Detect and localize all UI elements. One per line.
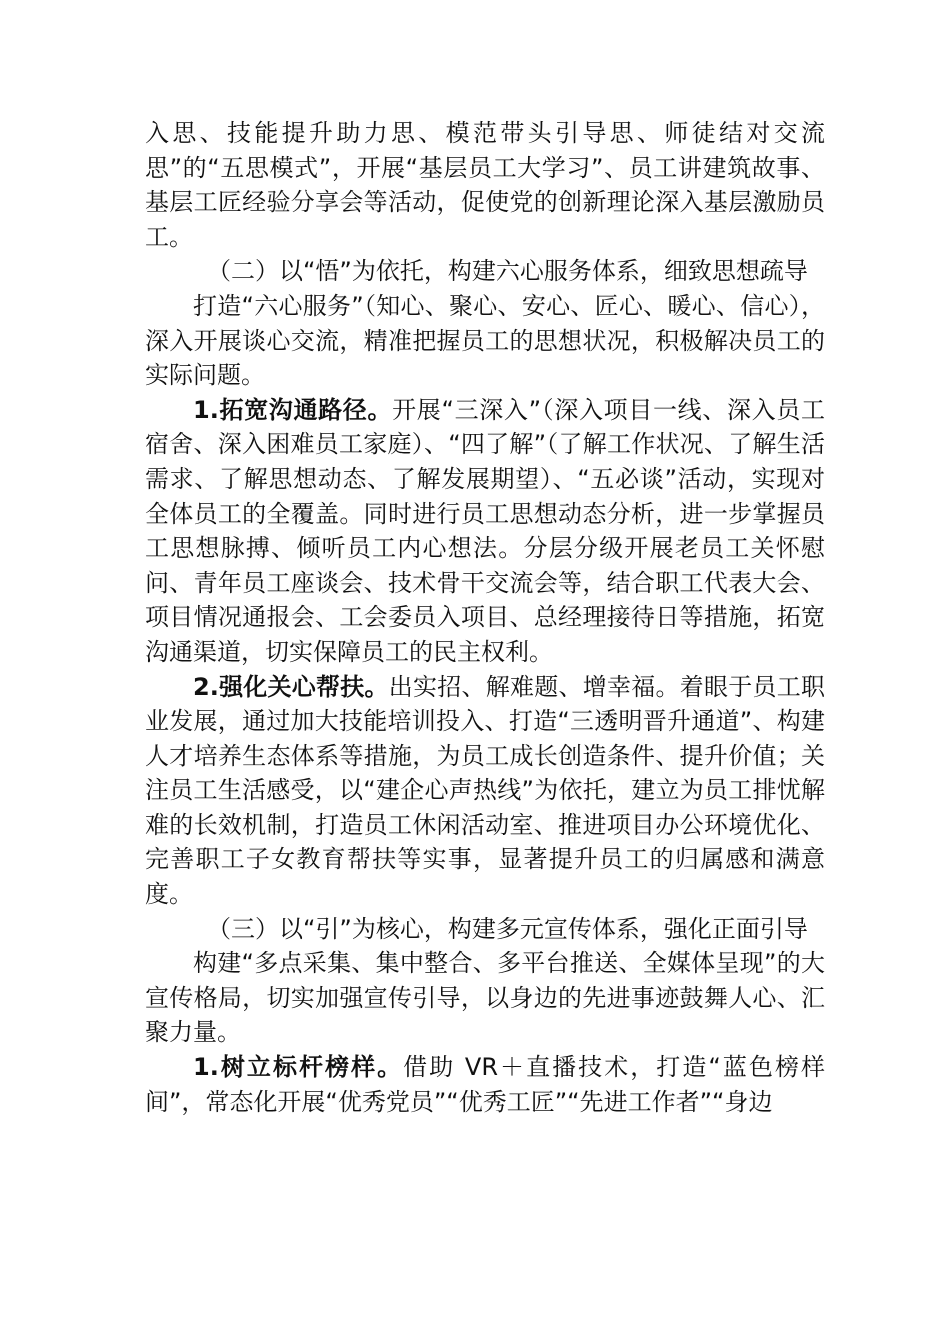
subheading-care: 2.强化关心帮扶。 — [193, 672, 389, 701]
paragraph-care-body: 出实招、解难题、增幸福。着眼于员工职业发展，通过加大技能培训投入、打造“三透明晋升通道”、构建人才培养生态体系等措施，为员工成长创造条件、提升价值；关注员工生活感受，以“建企心声热线”为依托，建立为员工排忧解难的长效机制，打造员工休闲活动室、推进项目办公环境优化、完善职工子女教育帮扶等实事，显著提升员工的归属感和满意度。 — [145, 672, 825, 909]
paragraph-publicity: 构建“多点采集、集中整合、多平台推送、全媒体呈现”的大宣传格局，切实加强宣传引导，以身边的先进事迹鼓舞人心、汇聚力量。 — [145, 949, 825, 1047]
subheading-communication: 1.拓宽沟通路径。 — [193, 395, 393, 424]
section-heading-three: （三）以“引”为核心，构建多元宣传体系，强化正面引导 — [207, 914, 808, 943]
subheading-role-model: 1.树立标杆榜样。 — [193, 1053, 404, 1082]
paragraph-communication — [145, 393, 825, 670]
paragraph-role-model — [145, 1050, 825, 1119]
paragraph-continuation: 入思、技能提升助力思、模范带头引导思、师徒结对交流思”的“五思模式”，开展“基层员工大学习”、员工讲建筑故事、基层工匠经验分享会等活动，促使党的创新理论深入基层激励员工。 — [145, 119, 825, 251]
paragraph-six-hearts: 打造“六心服务”（知心、聚心、安心、匠心、暖心、信心），深入开展谈心交流，精准把握员工的思想状况，积极解决员工的实际问题。 — [145, 291, 825, 390]
section-heading-two: （二）以“悟”为依托，构建六心服务体系，细致思想疏导 — [207, 257, 808, 286]
paragraph-care — [145, 670, 825, 912]
paragraph-communication-body: 开展“三深入”（深入项目一线、深入员工宿舍、深入困难员工家庭）、“四了解”（了解工作状况、了解生活需求、了解思想动态、了解发展期望）、“五必谈”活动，实现对全体员工的全覆盖。同时进行员工思想动态分析，进一步掌握员工思想脉搏、倾听员工内心想法。分层分级开展老员工关怀慰问、青年员工座谈会、技术骨干交流会等，结合职工代表大会、项目情况通报会、工会委员入项目、总经理接待日等措施，拓宽沟通渠道，切实保障员工的民主权利。 — [145, 395, 825, 666]
paragraph-role-model-body: 借助 VR＋直播技术，打造“蓝色榜样间”，常态化开展“优秀党员”“优秀工匠”“先进工作者”“身边 — [145, 1053, 825, 1116]
document-body — [145, 116, 825, 1119]
